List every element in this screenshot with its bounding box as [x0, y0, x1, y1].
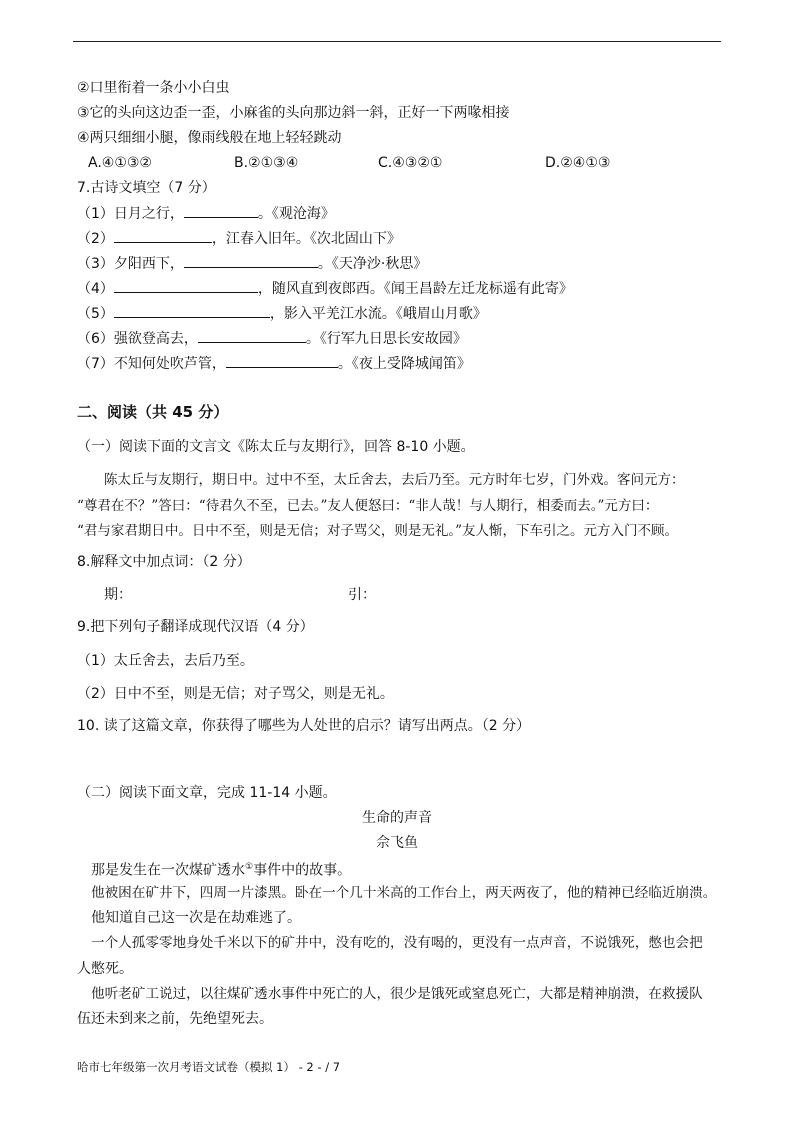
article-paragraph-2: 他被困在矿井下，四周一片漆黑。卧在一个几十米高的工作台上，两天两夜了，他的精神已经临近崩溃。 [91, 885, 717, 901]
item-source: ，影入平羌江水流。《峨眉山月歌》 [269, 306, 487, 322]
item-source: ，江春入旧年。《次北固山下》 [211, 231, 401, 247]
q7-title: 7.古诗文填空（7 分） [77, 180, 216, 196]
q9-sentence-2: （2）日中不至，则是无信；对子骂父，则是无礼。 [77, 686, 394, 702]
q8-title: 8.解释文中加点词：（2 分） [77, 554, 251, 570]
q6-option-d: D.②④①③ [545, 155, 611, 171]
part1-intro: （一）阅读下面的文言文《陈太丘与友期行》，回答 8-10 小题。 [77, 439, 475, 455]
item-number: （3） [77, 256, 114, 272]
q10-question: 10. 读了这篇文章，你获得了哪些为人处世的启示？请写出两点。（2 分） [77, 718, 531, 734]
item-source: 。《观沧海》 [257, 206, 335, 222]
q8-word-1: 期： [104, 587, 132, 603]
article-paragraph-4-line-1: 一个人孤零零地身处千米以下的矿井中，没有吃的，没有喝的，更没有一点声音，不说饿死，憋也会把 [91, 935, 703, 951]
q7-item-1 [77, 203, 335, 224]
passage-line-3: “君与家君期日中。日中不至，则是无信；对子骂父，则是无礼。”友人惭，下车引之。元方入门不顾。 [77, 523, 679, 539]
article-paragraph-3: 他知道自己这一次是在劫难逃了。 [91, 910, 301, 926]
article-paragraph-4-line-2: 人憋死。 [77, 961, 133, 977]
q7-item-7 [77, 353, 471, 374]
page-footer: 哈市七年级第一次月考语文试卷（模拟 1） - 2 - / 7 [77, 1060, 341, 1074]
item-source: 。《夜上受降城闻笛》 [337, 356, 471, 372]
header-rule [73, 41, 721, 42]
passage-line-2: “尊君在不？”答曰：“待君久不至，已去。”友人便怒曰：“非人哉！与人期行，相委而去。”元方曰： [77, 498, 659, 514]
q7-item-4 [77, 278, 573, 299]
item-number: （2） [77, 231, 114, 247]
answer-blank[interactable] [198, 328, 306, 343]
q7-item-3 [77, 253, 427, 274]
article-title: 生命的声音 [362, 810, 432, 826]
item-text: 夕阳西下， [113, 256, 184, 272]
paragraph-text: 事件中的故事。 [253, 862, 352, 879]
q6-option-a: A.④①③② [88, 155, 152, 171]
item-number: （4） [77, 281, 114, 297]
item-text: 不知何处吹芦管， [113, 356, 226, 372]
article-author: 佘飞鱼 [376, 835, 418, 851]
item-text: 日月之行， [113, 206, 184, 222]
item-number: （7） [77, 356, 114, 372]
item-number: （1） [77, 206, 114, 222]
item-source: ，随风直到夜郎西。《闻王昌龄左迁龙标遥有此寄》 [257, 281, 573, 297]
q6-item-2: ②口里衔着一条小小白虫 [77, 80, 230, 96]
q7-item-2 [77, 228, 401, 249]
article-paragraph-5-line-2: 伍还未到来之前，先绝望死去。 [77, 1011, 273, 1027]
q7-item-6 [77, 328, 467, 349]
passage-line-1: 陈太丘与友期行，期日中。过中不至，太丘舍去，去后乃至。元方时年七岁，门外戏。客问元方： [104, 472, 685, 488]
q9-sentence-1: （1）太丘舍去，去后乃至。 [77, 653, 254, 669]
item-source: 。《行军九日思长安故园》 [305, 331, 467, 347]
answer-blank[interactable] [114, 228, 212, 243]
q6-item-4: ④两只细细小腿，像雨线般在地上轻轻跳动 [77, 130, 342, 146]
answer-blank[interactable] [114, 278, 258, 293]
section-heading: 二、阅读（共 45 分） [77, 403, 229, 421]
q6-option-b: B.②①③④ [234, 155, 299, 171]
q6-option-c: C.④③②① [378, 155, 443, 171]
footnote-marker: ① [245, 862, 254, 872]
answer-blank[interactable] [226, 353, 338, 368]
item-number: （6） [77, 331, 114, 347]
q9-title: 9.把下列句子翻译成现代汉语（4 分） [77, 619, 314, 635]
item-text: 强欲登高去， [113, 331, 198, 347]
answer-blank[interactable] [184, 253, 318, 268]
answer-blank[interactable] [184, 203, 258, 218]
item-number: （5） [77, 306, 114, 322]
q8-word-2: 引： [348, 587, 376, 603]
part2-intro: （二）阅读下面文章，完成 11-14 小题。 [77, 785, 337, 801]
item-source: 。《天净沙·秋思》 [317, 256, 428, 272]
q6-item-3: ③它的头向这边歪一歪，小麻雀的头向那边斜一斜，正好一下两喙相接 [77, 105, 510, 121]
q7-item-5 [77, 303, 487, 324]
answer-blank[interactable] [114, 303, 270, 318]
article-paragraph-5-line-1: 他听老矿工说过，以往煤矿透水事件中死亡的人，很少是饿死或窒息死亡，大都是精神崩溃，在救援队 [91, 986, 703, 1002]
paragraph-text: 那是发生在一次煤矿透水 [91, 862, 245, 879]
article-paragraph-1 [91, 857, 351, 881]
